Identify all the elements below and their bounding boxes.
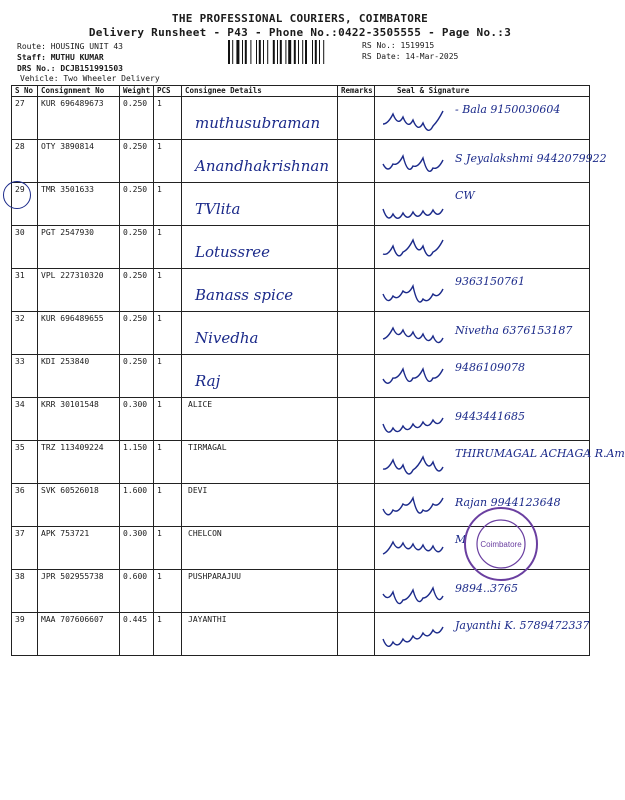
remarks-cell [338, 441, 375, 484]
consignee-handwritten: Lotussree [195, 243, 270, 261]
signature-cell [375, 226, 590, 269]
signature-note: 9486109078 [455, 361, 525, 374]
table-row [12, 140, 590, 183]
weight-cell: 1.150 [120, 441, 154, 484]
consignee-cell [182, 226, 338, 269]
weight-cell: 0.250 [120, 140, 154, 183]
sno-cell: 29 [12, 183, 38, 226]
consignee-handwritten: muthusubraman [195, 114, 321, 132]
consignment-cell: MAA 707606607 [38, 613, 120, 656]
consignment-cell: PGT 2547930 [38, 226, 120, 269]
col-remarks: Remarks [338, 86, 375, 97]
consignee-cell [182, 527, 338, 570]
consignee-handwritten: Banass spice [195, 286, 294, 304]
route-label: Route: HOUSING UNIT 43 [17, 42, 123, 51]
consignee-printed: JAYANTHI [188, 615, 227, 624]
vehicle-label: Vehicle: Two Wheeler Delivery [20, 74, 160, 83]
sno-cell: 36 [12, 484, 38, 527]
weight-cell: 0.250 [120, 312, 154, 355]
consignment-cell: OTY 3890814 [38, 140, 120, 183]
signature-cell [375, 441, 625, 484]
signature-cell [375, 312, 590, 355]
sno-cell: 38 [12, 570, 38, 613]
signature-note: M [455, 533, 467, 546]
runsheet-title: Delivery Runsheet - P43 - Phone No.:0422-3505555 - Page No.:3 [88, 26, 512, 39]
consignee-printed: DEVI [188, 486, 208, 495]
remarks-cell [338, 613, 375, 656]
consignment-cell: TMR 3501633 [38, 183, 120, 226]
consignment-cell: KUR 696489655 [38, 312, 120, 355]
table-row [12, 398, 590, 441]
consignment-cell: KDI 253840 [38, 355, 120, 398]
col-sno: S No [12, 86, 38, 97]
signature-scribble [375, 183, 587, 223]
signature-scribble [375, 226, 587, 266]
pcs-cell: 1 [154, 527, 182, 570]
pcs-cell: 1 [154, 97, 182, 140]
weight-cell: 0.300 [120, 527, 154, 570]
pcs-cell: 1 [154, 398, 182, 441]
weight-cell: 0.250 [120, 97, 154, 140]
consignment-cell: TRZ 113409224 [38, 441, 120, 484]
sno-cell: 30 [12, 226, 38, 269]
table-header-row [12, 86, 590, 97]
consignee-cell [182, 312, 338, 355]
consignee-cell [182, 140, 338, 183]
signature-note: 9363150761 [455, 275, 525, 288]
sno-cell: 39 [12, 613, 38, 656]
drs-number: DRS No.: DCJB151991503 [17, 64, 123, 73]
remarks-cell [338, 183, 375, 226]
sno-cell: 33 [12, 355, 38, 398]
signature-note: THIRUMAGAL ACHAGA R.Am [455, 447, 625, 460]
pcs-cell: 1 [154, 484, 182, 527]
weight-cell: 0.300 [120, 398, 154, 441]
stamp-text: Coimbatore [480, 540, 522, 549]
signature-note: Rajan 9944123648 [455, 496, 561, 509]
sno-cell: 37 [12, 527, 38, 570]
remarks-cell [338, 269, 375, 312]
consignee-handwritten: Raj [195, 372, 221, 390]
signature-note: Jayanthi K. 5789472337 [455, 619, 590, 632]
weight-cell: 0.250 [120, 226, 154, 269]
table-row [12, 226, 590, 269]
pcs-cell: 1 [154, 269, 182, 312]
col-pcs: PCS [154, 86, 182, 97]
consignment-cell: SVK 60526018 [38, 484, 120, 527]
consignee-printed: CHELCON [188, 529, 222, 538]
consignment-cell: JPR 502955738 [38, 570, 120, 613]
table-row [12, 441, 590, 484]
remarks-cell [338, 527, 375, 570]
weight-cell: 0.600 [120, 570, 154, 613]
consignee-cell [182, 570, 338, 613]
signature-cell [375, 269, 590, 312]
consignee-printed: PUSHPARAJUU [188, 572, 241, 581]
col-consignment: Consignment No [38, 86, 120, 97]
pcs-cell: 1 [154, 226, 182, 269]
pcs-cell: 1 [154, 613, 182, 656]
weight-cell: 0.445 [120, 613, 154, 656]
signature-cell [375, 613, 590, 656]
consignee-cell [182, 484, 338, 527]
sno-cell: 32 [12, 312, 38, 355]
col-consignee: Consignee Details [182, 86, 338, 97]
signature-cell [375, 97, 590, 140]
remarks-cell [338, 140, 375, 183]
signature-note: S Jeyalakshmi 9442079922 [455, 152, 607, 165]
signature-cell [375, 355, 590, 398]
consignee-cell [182, 355, 338, 398]
signature-note: CW [455, 189, 475, 202]
sno-cell: 28 [12, 140, 38, 183]
signature-note: 9894..3765 [455, 582, 518, 595]
signature-note: 9443441685 [455, 410, 525, 423]
company-title: THE PROFESSIONAL COURIERS, COIMBATORE [171, 12, 429, 25]
sno-cell: 31 [12, 269, 38, 312]
consignee-cell [182, 269, 338, 312]
weight-cell: 1.600 [120, 484, 154, 527]
consignment-cell: KUR 696489673 [38, 97, 120, 140]
seal-stamp [462, 505, 540, 583]
sno-cell: 35 [12, 441, 38, 484]
consignee-cell [182, 97, 338, 140]
rs-number: RS No.: 1519915 [362, 41, 435, 50]
weight-cell: 0.250 [120, 183, 154, 226]
consignee-printed: TIRMAGAL [188, 443, 227, 452]
remarks-cell [338, 398, 375, 441]
pcs-cell: 1 [154, 441, 182, 484]
consignee-cell [182, 183, 338, 226]
row-29-circle-mark [3, 181, 31, 209]
consignee-handwritten: Nivedha [195, 329, 259, 347]
staff-label: Staff: MUTHU KUMAR [17, 53, 104, 62]
sno-cell: 27 [12, 97, 38, 140]
consignee-handwritten: Anandhakrishnan [195, 157, 329, 175]
remarks-cell [338, 312, 375, 355]
consignee-cell [182, 613, 338, 656]
weight-cell: 0.250 [120, 355, 154, 398]
signature-cell [375, 398, 590, 441]
table-row [12, 355, 590, 398]
table-row [12, 183, 590, 226]
consignee-cell [182, 441, 338, 484]
col-weight: Weight [120, 86, 154, 97]
remarks-cell [338, 355, 375, 398]
barcode-image [228, 40, 354, 64]
consignment-cell: KRR 30101548 [38, 398, 120, 441]
pcs-cell: 1 [154, 183, 182, 226]
table-row [12, 312, 590, 355]
remarks-cell [338, 226, 375, 269]
signature-note: - Bala 9150030604 [455, 103, 561, 116]
remarks-cell [338, 484, 375, 527]
remarks-cell [338, 97, 375, 140]
signature-cell [375, 140, 607, 183]
table-row [12, 269, 590, 312]
consignment-cell: APK 753721 [38, 527, 120, 570]
consignee-handwritten: TVlita [195, 200, 241, 218]
pcs-cell: 1 [154, 312, 182, 355]
pcs-cell: 1 [154, 570, 182, 613]
table-row [12, 613, 590, 656]
pcs-cell: 1 [154, 140, 182, 183]
sno-cell: 34 [12, 398, 38, 441]
weight-cell: 0.250 [120, 269, 154, 312]
remarks-cell [338, 570, 375, 613]
pcs-cell: 1 [154, 355, 182, 398]
table-row [12, 97, 590, 140]
signature-cell [375, 183, 590, 226]
rs-date: RS Date: 14-Mar-2025 [362, 52, 459, 61]
consignment-cell: VPL 227310320 [38, 269, 120, 312]
consignee-printed: ALICE [188, 400, 213, 409]
consignee-cell [182, 398, 338, 441]
col-signature: Seal & Signature [375, 86, 590, 97]
signature-note: Nivetha 6376153187 [455, 324, 573, 337]
